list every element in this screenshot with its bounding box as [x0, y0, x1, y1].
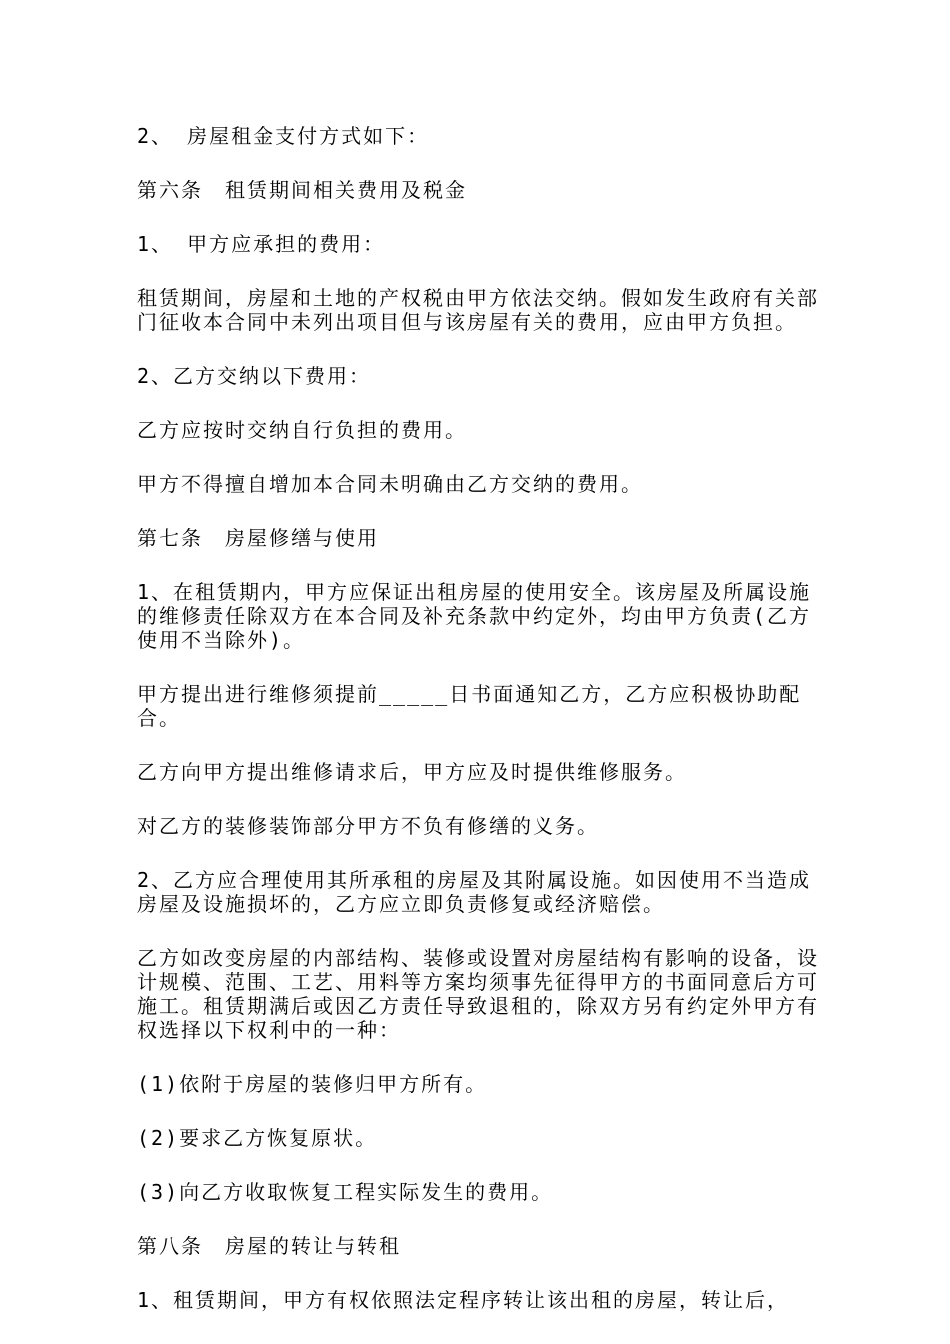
payment-method-clause: 2、 房屋租金支付方式如下： — [137, 124, 430, 148]
lessor-fees-text: 租赁期间，房屋和土地的产权税由甲方依法交纳。假如发生政府有关部门征收本合同中未列出项目但与该房屋有关的费用，应由甲方负担。 — [137, 286, 819, 334]
repair-request-text: 乙方向甲方提出维修请求后，甲方应及时提供维修服务。 — [137, 760, 687, 784]
option-1-text: (1)依附于房屋的装修归甲方所有。 — [137, 1072, 488, 1096]
option-2-text: (2)要求乙方恢复原状。 — [137, 1126, 378, 1150]
document-body — [137, 124, 827, 1342]
article-7-heading: 第七条 房屋修缮与使用 — [137, 526, 379, 550]
article-6-heading: 第六条 租赁期间相关费用及税金 — [137, 178, 467, 202]
article-8-heading: 第八条 房屋的转让与转租 — [137, 1234, 401, 1258]
repair-notice-text: 甲方提出进行维修须提前_____日书面通知乙方，乙方应积极协助配合。 — [137, 682, 802, 730]
proper-use-text: 2、乙方应合理使用其所承租的房屋及其附属设施。如因使用不当造成房屋及设施损坏的，乙方应立即负责修复或经济赔偿。 — [137, 868, 812, 916]
alteration-consent-text: 乙方如改变房屋的内部结构、装修或设置对房屋结构有影响的设备，设计规模、范围、工艺、用料等方案均须事先征得甲方的书面同意后方可施工。租赁期满后或因乙方责任导致退租的，除双方另有约定外甲方有权选择以下权利中的一种： — [137, 946, 819, 1042]
lessee-fees-heading: 2、乙方交纳以下费用： — [137, 364, 372, 388]
no-extra-fees-text: 甲方不得擅自增加本合同未明确由乙方交纳的费用。 — [137, 472, 643, 496]
lessee-fees-text: 乙方应按时交纳自行负担的费用。 — [137, 418, 467, 442]
decoration-repair-text: 对乙方的装修装饰部分甲方不负有修缮的义务。 — [137, 814, 599, 838]
option-3-text: (3)向乙方收取恢复工程实际发生的费用。 — [137, 1180, 554, 1204]
transfer-clause-text: 1、租赁期间，甲方有权依照法定程序转让该出租的房屋，转让后， — [137, 1288, 790, 1312]
repair-responsibility-text: 1、在租赁期内，甲方应保证出租房屋的使用安全。该房屋及所属设施的维修责任除双方在本合同及补充条款中约定外，均由甲方负责(乙方使用不当除外)。 — [137, 580, 812, 652]
lessor-fees-heading: 1、 甲方应承担的费用： — [137, 232, 386, 256]
